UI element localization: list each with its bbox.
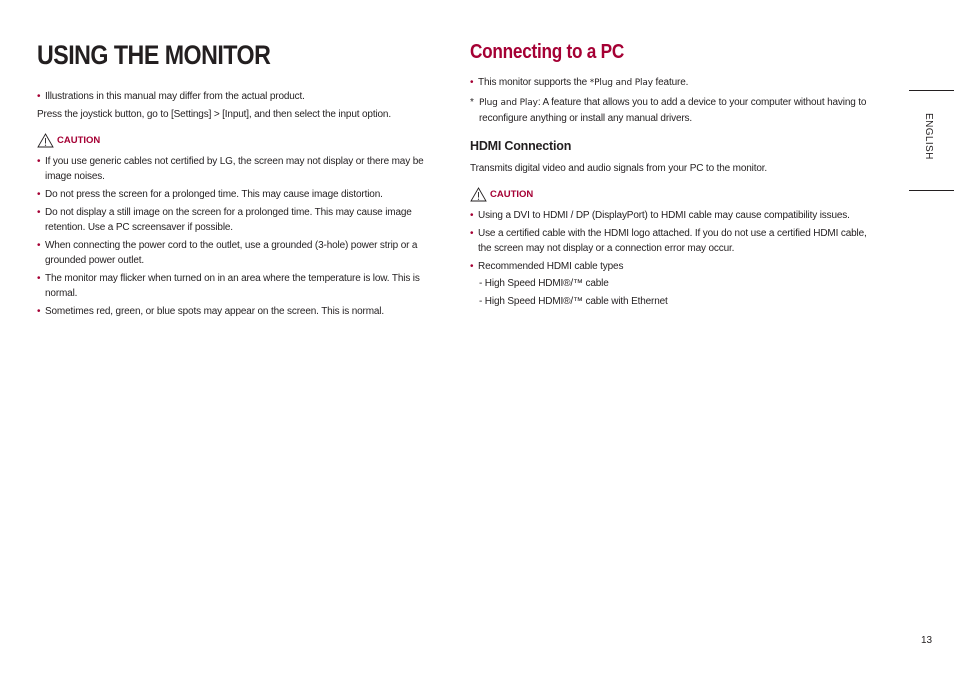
section-title: Connecting to a PC bbox=[470, 41, 624, 63]
page-number: 13 bbox=[921, 635, 933, 646]
caution-item: • Do not press the screen for a prolonged time. This may cause image distortion. bbox=[37, 187, 437, 202]
caution-list-left bbox=[37, 154, 437, 319]
pnp-note-text: : A feature that allows you to add a device to your computer without having to reconfigure anything or install any manual drivers. bbox=[479, 97, 867, 124]
pnp-term: *Plug and Play bbox=[589, 78, 653, 88]
caution-item: • If you use generic cables not certified by LG, the screen may not display or there may be image noises. bbox=[37, 154, 437, 184]
intro-bullet: • Illustrations in this manual may differ from the actual product. bbox=[37, 89, 437, 104]
caution-item: • When connecting the power cord to the outlet, use a grounded (3-hole) power strip or a grounded power outlet. bbox=[37, 238, 437, 268]
caution-heading-left bbox=[37, 133, 100, 148]
pnp-note-term: Plug and Play bbox=[479, 98, 538, 108]
caution-label: CAUTION bbox=[57, 135, 101, 146]
pnp-bullet-prefix: This monitor supports the bbox=[478, 77, 590, 88]
language-side-tab: ENGLISH bbox=[923, 113, 934, 160]
side-tab-bottom-rule bbox=[909, 190, 954, 191]
side-tab-top-rule bbox=[909, 90, 954, 91]
caution-label: CAUTION bbox=[490, 189, 534, 200]
pnp-list bbox=[470, 75, 880, 91]
intro-list bbox=[37, 89, 437, 104]
pnp-note-star: * bbox=[470, 97, 474, 108]
caution-item: • Recommended HDMI cable types bbox=[470, 259, 880, 274]
hdmi-connection-title: HDMI Connection bbox=[470, 139, 572, 153]
caution-list-right bbox=[470, 208, 880, 274]
hdmi-description: Transmits digital video and audio signals from your PC to the monitor. bbox=[470, 163, 768, 174]
caution-item: • Sometimes red, green, or blue spots may appear on the screen. This is normal. bbox=[37, 304, 437, 319]
warning-triangle-icon bbox=[37, 133, 54, 148]
caution-item: • Use a certified cable with the HDMI logo attached. If you do not use a certified HDMI cable, the screen may not display or a connection error may occur. bbox=[470, 226, 880, 256]
caution-heading-right bbox=[470, 187, 533, 202]
pnp-bullet-suffix: feature. bbox=[652, 77, 689, 88]
cable-type-item: - High Speed HDMI®/™ cable with Ethernet bbox=[479, 296, 668, 307]
cable-type-item: - High Speed HDMI®/™ cable bbox=[479, 278, 609, 289]
warning-triangle-icon bbox=[470, 187, 487, 202]
intro-text: Press the joystick button, go to [Settings] > [Input], and then select the input option. bbox=[37, 109, 391, 120]
caution-item: • Do not display a still image on the screen for a prolonged time. This may cause image retention. Use a PC screensaver if possible. bbox=[37, 205, 437, 235]
page-title: USING THE MONITOR bbox=[37, 40, 271, 70]
caution-item: • Using a DVI to HDMI / DP (DisplayPort) to HDMI cable may cause compatibility issues. bbox=[470, 208, 880, 223]
pnp-bullet bbox=[470, 75, 880, 91]
caution-item: • The monitor may flicker when turned on in an area where the temperature is low. This is normal. bbox=[37, 271, 437, 301]
pnp-note bbox=[470, 95, 880, 126]
